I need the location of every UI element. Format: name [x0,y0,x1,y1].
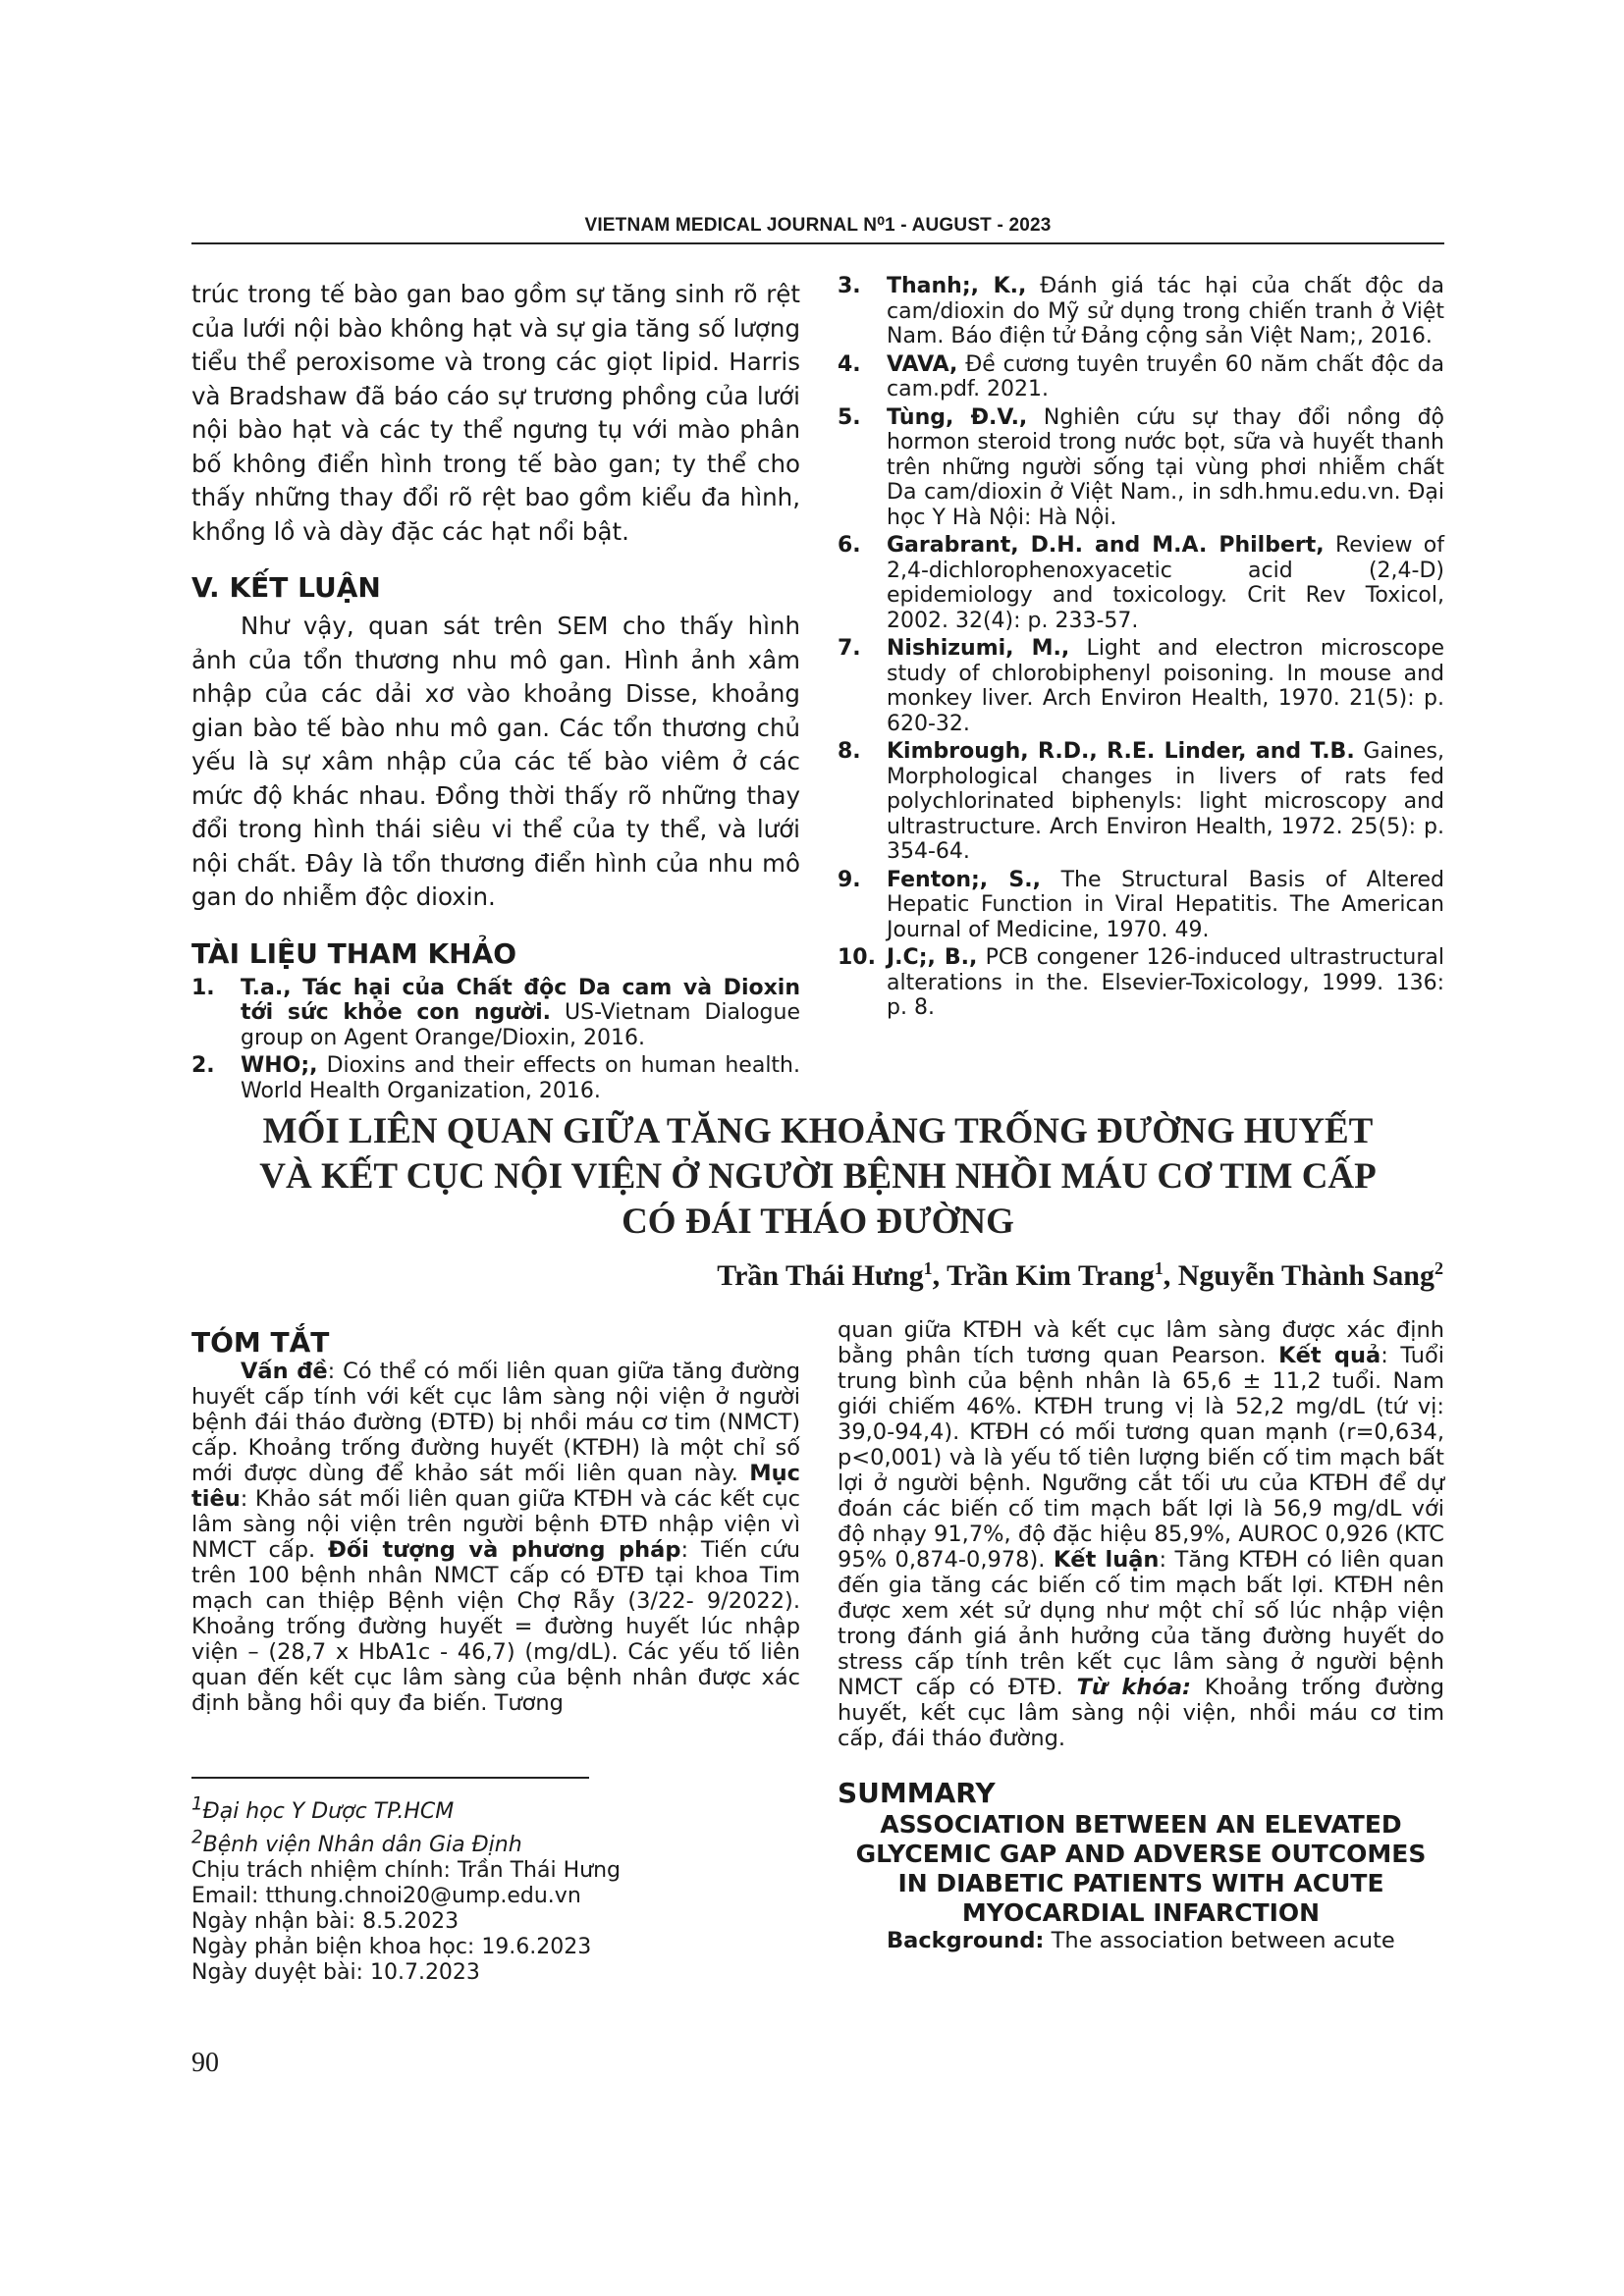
article-title-line: CÓ ĐÁI THÁO ĐƯỜNG [622,1201,1014,1242]
author-name: Trần Kim Trang [947,1259,1155,1292]
reference-author: J.C;, B., [887,945,978,970]
footnote-affiliation [191,1825,800,1857]
reference-text: PCB congener 126-induced ultrastructural alterations in the. Elsevier-Toxicology, 1999. 136: p. 8. [887,945,1444,1020]
reference-author: Garabrant, D.H. and M.A. Philbert, [887,533,1325,558]
author-affiliation-mark: 1 [923,1258,933,1278]
reference-author: Thanh;, K., [887,274,1027,298]
reference-number: 4. [838,351,861,377]
reference-number: 8. [838,739,861,764]
abstract-text: : Khảo sát mối liên quan giữa KTĐH và các kết cục lâm sàng nội viện trên người bệnh ĐTĐ nhập viện vì NMCT cấp. [191,1486,800,1563]
abstract-text: : Tuổi trung bình của bệnh nhân là 65,6 ± 11,2 tuổi. Nam giới chiếm 46%. KTĐH trung vị là 52,2 mg/dL (tứ vị: 39,0-94,4). KTĐH có mối tương quan mạnh (r=0,634, p<0,001) và là yếu tố tiên lượng biến cố tim mạch bất lợi ở người bệnh. Ngưỡng cắt tối ưu của KTĐH để dự đoán các biến cố tim mạch bất lợi là 56,9 mg/dL với độ nhạy 91,7%, độ đặc hiệu 85,9%, AUROC 0,926 (KTC 95% 0,874-0,978). [838,1343,1445,1573]
abstract-label: Đối tượng và phương pháp [327,1537,681,1563]
reference-text: The Structural Basis of Altered Hepatic Function in Viral Hepatitis. The American Journal of Medicine, 1970. 49. [887,867,1444,942]
reference-item [838,533,1444,633]
reference-number: 2. [191,1053,215,1078]
reference-list-left [191,976,800,1104]
footnote-corresponding: Chịu trách nhiệm chính: Trần Thái Hưng [191,1857,621,1883]
reference-item [838,945,1444,1021]
reference-author: Fenton;, S., [887,867,1041,892]
reference-item [191,1053,800,1103]
footnote-accepted: Ngày duyệt bài: 10.7.2023 [191,1959,480,1985]
reference-number: 5. [838,404,861,430]
author-list: Trần Thái Hưng$^1$, Trần Kim Trang$^1$, Nguyễn Thành Sang$^2$ [717,1258,1443,1292]
footnote-mark: 1 [191,1794,203,1815]
reference-text: Đề cương tuyên truyền 60 năm chất độc da cam.pdf. 2021. [887,351,1444,401]
abstract-label: Kết luận [1053,1547,1160,1573]
footnote-reviewed: Ngày phản biện khoa học: 19.6.2023 [191,1934,592,1959]
reference-number: 3. [838,274,861,298]
body-paragraph: trúc trong tế bào gan bao gồm sự tăng sinh rõ rệt của lưới nội bào không hạt và sự gia tăng số lượng tiểu thể peroxisome và trong các giọt lipid. Harris và Bradshaw đã báo cáo sự trương phồng của lưới nội bào hạt và các ty thể ngưng tụ với mào phân bố không điển hình trong tế bào gan; ty thể cho thấy những thay đổi rõ rệt bao gồm kiểu đa hình, khổng lồ và dày đặc các hạt nổi bật. [191,280,800,546]
reference-text: Light and electron microscope study of chlorobiphenyl poisoning. In mouse and monkey liver. Arch Environ Health, 1970. 21(5): p. 620-32. [887,636,1444,736]
conclusion-heading: V. KẾT LUẬN [191,571,381,604]
reference-text: Đánh giá tác hại của chất độc da cam/dioxin do Mỹ sử dụng trong chiến tranh ở Việt Nam. Báo điện tử Đảng cộng sản Việt Nam;, 2016. [887,274,1444,348]
abstract-right [838,1317,1444,1953]
reference-author: WHO;, [241,1053,318,1078]
abstract-text: : Có thể có mối liên quan giữa tăng đường huyết cấp tính với kết cục lâm sàng nội viện ở người bệnh đái tháo đường (ĐTĐ) bị nhồi máu cơ tim (NMCT) cấp. Khoảng trống đường huyết (KTĐH) là một chỉ số mới được dùng để khảo sát mối liên quan này. [191,1359,800,1486]
reference-text: Review of 2,4-dichlorophenoxyacetic acid (2,4-D) epidemiology and toxicology. Crit Rev Toxicol, 2002. 32(4): p. 233-57. [887,533,1444,633]
abstract-label: Vấn đề [241,1359,328,1384]
reference-item [838,868,1444,943]
footnote-affiliation [191,1792,800,1825]
conclusion-paragraph: Như vậy, quan sát trên SEM cho thấy hình ảnh của tổn thương nhu mô gan. Hình ảnh xâm nhập của các dải xơ vào khoảng Disse, khoảng gian bào tế bào nhu mô gan. Các tổn thương chủ yếu là sự xâm nhập của các tế bào viêm ở các mức độ khác nhau. Đồng thời thấy rõ những thay đổi trong hình thái siêu vi thể của ty thể, và lưới nội chất. Đây là tổn thương điển hình của nhu mô gan do nhiễm độc dioxin. [191,612,800,911]
author-name: Nguyễn Thành Sang [1177,1259,1435,1292]
footnote-text: Bệnh viện Nhân dân Gia Định [202,1832,522,1857]
reference-text: Nghiên cứu sự thay đổi nồng độ hormon steroid trong nước bọt, sữa và huyết thanh trên những người sống tại vùng phơi nhiễm chất Da cam/dioxin ở Việt Nam., in sdh.hmu.edu.vn. Đại học Y Hà Nội: Hà Nội. [887,404,1444,530]
footnote-mark: 2 [191,1827,203,1848]
abstract-text: : Tiến cứu trên 100 bệnh nhân NMCT cấp có ĐTĐ tại khoa Tim mạch can thiệp Bệnh viện Chợ Rẫy (3/22- 9/2022). Khoảng trống đường huyết = đường huyết lúc nhập viện – (28,7 x HbA1c - 46,7) (mg/dL). Các yếu tố liên quan đến kết cục lâm sàng của bệnh nhân được xác định bằng hồi quy đa biến. Tương [191,1537,800,1716]
keywords-text: Khoảng trống đường huyết, kết cục lâm sàng nội viện, nhồi máu cơ tim cấp, đái tháo đường. [838,1675,1445,1751]
reference-number: 6. [838,533,861,558]
reference-author: T.a., Tác hại của Chất độc Da cam và Dioxin tới sức khỏe con người. [241,975,800,1025]
journal-header [191,214,1444,244]
reference-list-right [838,274,1444,1024]
reference-number: 1. [191,975,215,1000]
reference-item [838,274,1444,349]
reference-number: 7. [838,636,861,661]
article-title-line: MỐI LIÊN QUAN GIỮA TĂNG KHOẢNG TRỐNG ĐƯỜNG HUYẾT [262,1111,1374,1151]
abstract-text: : Tăng KTĐH có liên quan đến gia tăng các biến cố tim mạch bất lợi. KTĐH nên được xem xét sử dụng như một chỉ số lúc nhập viện trong đánh giá ảnh hưởng của tăng đường huyết do stress cấp tính trên kết cục lâm sàng ở người bệnh NMCT cấp có ĐTĐ. [838,1547,1444,1700]
reference-text: Gaines, Morphological changes in livers of rats fed polychlorinated biphenyls: light microscopy and ultrastructure. Arch Environ Health, 1972. 25(5): p. 354-64. [887,739,1444,864]
article-title-line: VÀ KẾT CỤC NỘI VIỆN Ở NGƯỜI BỆNH NHỒI MÁU CƠ TIM CẤP [259,1156,1377,1197]
author-name: Trần Thái Hưng [717,1259,924,1292]
footnotes [191,1792,800,1986]
reference-item [838,352,1444,402]
abstract-label: Mục tiêu [191,1461,800,1512]
reference-author: Nishizumi, M., [887,636,1070,661]
reference-item [838,739,1444,865]
journal-header-text: VIETNAM MEDICAL JOURNAL N⁰1 - AUGUST - 2023 [584,215,1052,236]
reference-item [191,976,800,1051]
summary-paragraph [838,1928,1444,1953]
abstract-label: Kết quả [1278,1343,1381,1368]
reference-text: Dioxins and their effects on human health. World Health Organization, 2016. [241,1053,800,1103]
reference-number: 10. [838,945,876,970]
summary-title: ASSOCIATION BETWEEN AN ELEVATED GLYCEMIC GAP AND ADVERSE OUTCOMES IN DIABETIC PATIENTS WITH ACUTE MYOCARDIAL INFARCTION [855,1810,1427,1927]
footnote-received: Ngày nhận bài: 8.5.2023 [191,1908,460,1934]
summary-text: The association between acute [1044,1928,1395,1953]
summary-heading: SUMMARY [838,1777,996,1809]
author-affiliation-mark: 1 [1154,1258,1164,1278]
left-column-top [191,278,800,1106]
abstract-text: quan giữa KTĐH và kết cục lâm sàng được xác định bằng phân tích tương quan Pearson. [838,1317,1444,1368]
references-heading: TÀI LIỆU THAM KHẢO [191,936,517,970]
reference-item [838,636,1444,736]
footnote-email: Email: tthung.chnoi20@ump.edu.vn [191,1883,581,1908]
abstract-left [191,1327,800,1716]
article-title [191,1109,1444,1245]
abstract-paragraph [838,1317,1444,1751]
abstract-heading: TÓM TẮT [191,1326,330,1359]
reference-number: 9. [838,867,861,892]
keywords-label: Từ khóa: [1076,1675,1192,1700]
reference-text: US-Vietnam Dialogue group on Agent Orange/Dioxin, 2016. [241,1000,801,1050]
abstract-paragraph [191,1359,800,1716]
footnote-rule [191,1777,589,1779]
footnote-text: Đại học Y Dược TP.HCM [202,1799,455,1825]
page-number: 90 [191,2048,219,2078]
reference-item [838,405,1444,531]
reference-author: VAVA, [887,351,958,377]
summary-label: Background: [887,1928,1045,1953]
reference-author: Tùng, Đ.V., [887,404,1028,430]
reference-author: Kimbrough, R.D., R.E. Linder, and T.B. [887,739,1355,764]
author-affiliation-mark: 2 [1435,1258,1443,1278]
